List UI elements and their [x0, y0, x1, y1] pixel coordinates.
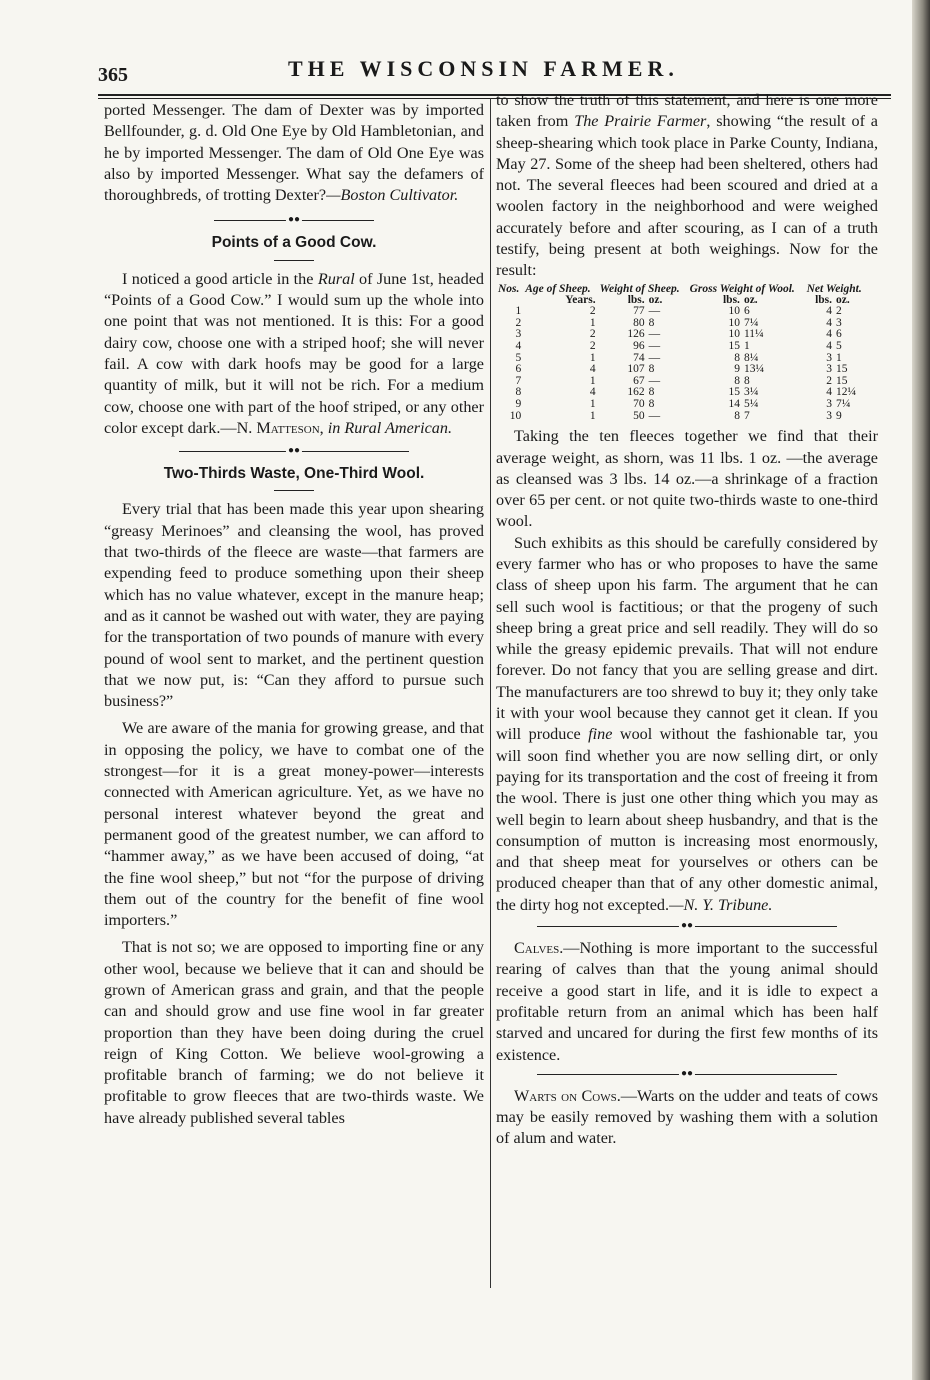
table-row: [496, 318, 868, 330]
table-cell: 10: [728, 328, 740, 341]
heading-two-thirds-waste: Two-Thirds Waste, One-Third Wool.: [163, 465, 425, 483]
table-row: [496, 399, 868, 411]
table-cell: 7: [743, 409, 750, 422]
table-cell: 5: [836, 340, 842, 353]
table-cell: 4: [589, 363, 596, 376]
table-cell: 1: [589, 398, 596, 411]
table-cell: 9: [734, 363, 740, 376]
table-cell: 8¼: [743, 351, 759, 364]
table-cell: 4: [515, 340, 522, 353]
table-cell: 4: [826, 328, 833, 341]
wool-paragraph-3: That is not so; we are opposed to importing fine or any other wool, because we believe that it can and should be grown of American grass and grain, and that the people can and should grow and use fine wool in far greater proportion than they have been doing during the cruel reign of King Cotton. We believe wool-growing a profitable branch of farming; we do not believe it profitable to grow fleeces that are two-thirds waste. We have already published several tables: [104, 938, 484, 1127]
table-cell: 96: [633, 340, 645, 353]
table-cell: 8: [734, 351, 740, 364]
warts-paragraph: Warts on Cows.—Warts on the udder and teats of cows may be easily removed by washing them with a solution of alum and water.: [496, 1086, 878, 1148]
running-header: [98, 56, 893, 86]
table-cell: 8: [734, 374, 740, 387]
book-binding-edge: [912, 0, 930, 1380]
table-cell: —: [648, 340, 661, 353]
wool-paragraph-1: Every trial that has been made this year upon shearing “greasy Merinoes” and cleansing the wool, has proved that two-thirds of the fleece are waste—that farmers are expending feed to produce something upon their sheep which has no value whatever, except in the manure heap; and as it cannot be washed out with water, they are paying for the transportation of two pounds of manure with every pound of wool sent to market, and the pertinent question that we now put, is: “Can they afford to pursue such business?”: [104, 500, 484, 711]
table-cell: 7¼: [836, 398, 851, 411]
journal-title: THE WISCONSIN FARMER.: [288, 56, 679, 81]
ornament-divider: ●●: [537, 1072, 837, 1078]
table-cell: 1: [589, 374, 596, 387]
heading-points-of-a-good-cow: Points of a Good Cow.: [211, 234, 377, 252]
table-row: [496, 411, 868, 423]
table-row: [496, 387, 868, 399]
table-cell: 8: [743, 374, 750, 387]
table-cell: —: [648, 328, 661, 341]
wool-paragraph-2: We are aware of the mania for growing grease, and that in opposing the policy, we have to combat one of the strongest—for it is a great money-power—interests connected with American agriculture. Yet, as we have no personal interest whatever beyond the great and permanent good of the greatest number, we can afford to “hammer away,” as we have been accused of doing, “at the fine wool sheep,” but not “for the purpose of driving them out of the country for the benefit of fine wool importers.”: [104, 719, 484, 930]
table-cell: 3: [826, 409, 833, 422]
col-header-nos: Nos.: [498, 282, 520, 295]
short-rule: [274, 490, 314, 491]
sheep-shearing-table: [496, 284, 868, 423]
table-cell: 2: [515, 316, 522, 329]
table-cell: 14: [728, 398, 740, 411]
table-header-row: [496, 284, 868, 295]
table-cell: 7: [515, 374, 522, 387]
table-cell: 1: [589, 409, 596, 422]
table-cell: —: [648, 374, 661, 387]
col-header-net-weight: Net Weight.: [806, 282, 862, 295]
boston-cultivator-source: —Boston Cultivator.: [326, 186, 459, 205]
page-number: 365: [98, 64, 128, 86]
table-cell: 3: [826, 398, 833, 411]
table-cell: 126: [627, 328, 645, 341]
table-cell: 4: [826, 340, 833, 353]
table-cell: 6: [836, 328, 842, 341]
table-cell: 11¼: [743, 328, 764, 341]
table-cell: 74: [633, 351, 645, 364]
calves-paragraph: Calves.—Nothing is more important to the successful rearing of calves than that the young animal should receive a good start in life, and it is idle to expect a profitable return from an animal which has been half starved and uncared for during the first few months of its existence.: [496, 939, 878, 1064]
table-cell: 15: [728, 386, 740, 399]
table-cell: 162: [627, 386, 645, 399]
table-cell: —: [648, 305, 661, 318]
table-row: [496, 364, 868, 376]
table-cell: 8: [515, 386, 522, 399]
table-cell: 1: [836, 351, 842, 364]
table-cell: 2: [836, 305, 842, 318]
table-cell: 3: [836, 316, 842, 329]
table-cell: 1: [515, 305, 522, 318]
table-cell: 5¼: [743, 398, 759, 411]
table-units-row: Years. lbs. oz. lbs. oz. lbs. oz.: [565, 293, 850, 306]
table-cell: 6: [515, 363, 522, 376]
exhibits-paragraph: Such exhibits as this should be carefully considered by every farmer who has or who proposes to have the same class of sheep upon his farm. The argument that he can sell such wool is factitious; or that the progeny of such sheep bring a great price and sell readily. They will do so while the greasy epidemic prevails. That will not endure forever. Do not fancy that you are selling grease and dirt. The manufacturers are too shrewd to buy it; they only take it with your wool because they cannot get it clean. If you will produce fine wool without the fashionable tar, you will soon find whether you are now selling dirt, or only paying for its transportation and the cost of freeing it from the wool. There is just one other thing which you may as well begin to learn about sheep husbandry, and that is the consumption of mutton is increasing most enormously, and that sheep meat for yourselves or others can be produced cheaper than that of any other domestic animal, the dirty hog not excepted.—N. Y. Tribune.: [496, 533, 878, 914]
left-column: [104, 100, 484, 1129]
table-cell: 8: [648, 386, 655, 399]
table-cell: 12¼: [836, 386, 857, 399]
table-cell: 10: [728, 316, 740, 329]
table-cell: 15: [836, 363, 848, 376]
table-cell: 1: [743, 340, 750, 353]
dexter-paragraph: ported Messenger. The dam of Dexter was by imported Bellfounder, g. d. Old One Eye by Old Hambletonian, and he by imported Messenger. The dam of Old One Eye was also by imported Messenger. What say the defamers of thoroughbreds, of trotting Dexter?—Boston Cultivator.: [104, 101, 484, 205]
ny-tribune-source: —N. Y. Tribune.: [669, 895, 773, 914]
table-cell: 4: [826, 316, 833, 329]
table-cell: 15: [728, 340, 740, 353]
table-row: [496, 353, 868, 365]
table-cell: 2: [589, 340, 596, 353]
prairie-farmer-paragraph: to show the truth of this statement, and here is one more taken from The Prairie Farmer, showing “the result of a sheep-shearing which took place in Parke County, Indiana, May 27. Some of the sheep had been sheltered, others had not. The several fleeces had been scoured and dried at a woolen factory in the neighborhood and were weighed accurately before and after scouring, as I can of a truth testify, being present at both weighings. Now for the result:: [496, 91, 878, 280]
table-cell: 8: [648, 363, 655, 376]
table-cell: 3: [826, 351, 833, 364]
table-row: [496, 329, 868, 341]
table-cell: 77: [633, 305, 645, 318]
table-cell: 2: [826, 374, 833, 387]
table-cell: 2: [589, 328, 596, 341]
table-cell: 80: [633, 316, 645, 329]
table-cell: 8: [648, 316, 655, 329]
table-row: [496, 306, 868, 318]
table-cell: 5: [515, 351, 522, 364]
ornament-divider: ●●: [537, 924, 837, 930]
table-cell: 6: [743, 305, 750, 318]
table-cell: 4: [826, 305, 833, 318]
col-header-gross-weight: Gross Weight of Wool.: [689, 282, 795, 295]
table-cell: 3: [826, 363, 833, 376]
ornament-divider: ●●: [179, 449, 409, 455]
col-header-weight-of-sheep: Weight of Sheep.: [599, 282, 680, 295]
table-row: [496, 376, 868, 388]
ornament-divider: ●●: [214, 218, 374, 224]
right-column: [496, 90, 878, 1150]
average-paragraph: Taking the ten fleeces together we find that their average weight, as shorn, was 11 lbs. 1 oz. —the average as cleansed was 3 lbs. 14 oz.—a shrinkage of a fraction over 65 per cent. or not quite two-thirds waste to one-third wool.: [496, 427, 878, 531]
col-header-age: Age of Sheep.: [525, 282, 591, 295]
table-cell: 70: [633, 398, 645, 411]
table-cell: 1: [589, 316, 596, 329]
table-cell: 2: [589, 305, 596, 318]
table-cell: 4: [826, 386, 833, 399]
table-cell: 7¼: [743, 316, 759, 329]
table-cell: 3: [515, 328, 522, 341]
table-cell: 4: [589, 386, 596, 399]
table-cell: 15: [836, 374, 848, 387]
table-row: [496, 341, 868, 353]
table-cell: 9: [836, 409, 842, 422]
column-divider: [490, 98, 491, 1288]
good-cow-paragraph: I noticed a good article in the Rural of June 1st, headed “Points of a Good Cow.” I would sum up the whole into one point that was not mentioned. It is this: For a good dairy cow, choose one with a striped hoof; she will never fail. A cow with dark hoofs may be good for a large quantity of milk, but it will not be rich. For a medium cow, choose one with part of the hoof striped, or any other color except dark.—N. Matteson, in Rural American.: [104, 269, 484, 437]
table-cell: 8: [648, 398, 655, 411]
table-cell: 9: [515, 398, 522, 411]
table-cell: —: [648, 409, 661, 422]
table-cell: 50: [633, 409, 645, 422]
table-cell: 10: [509, 409, 522, 422]
table-cell: 8: [734, 409, 740, 422]
table-cell: 13¼: [743, 363, 765, 376]
table-cell: 3¼: [743, 386, 759, 399]
table-cell: 67: [633, 374, 645, 387]
table-cell: —: [648, 351, 661, 364]
table-cell: 107: [627, 363, 645, 376]
table-cell: 10: [728, 305, 740, 318]
table-cell: 1: [589, 351, 596, 364]
short-rule: [274, 260, 314, 261]
